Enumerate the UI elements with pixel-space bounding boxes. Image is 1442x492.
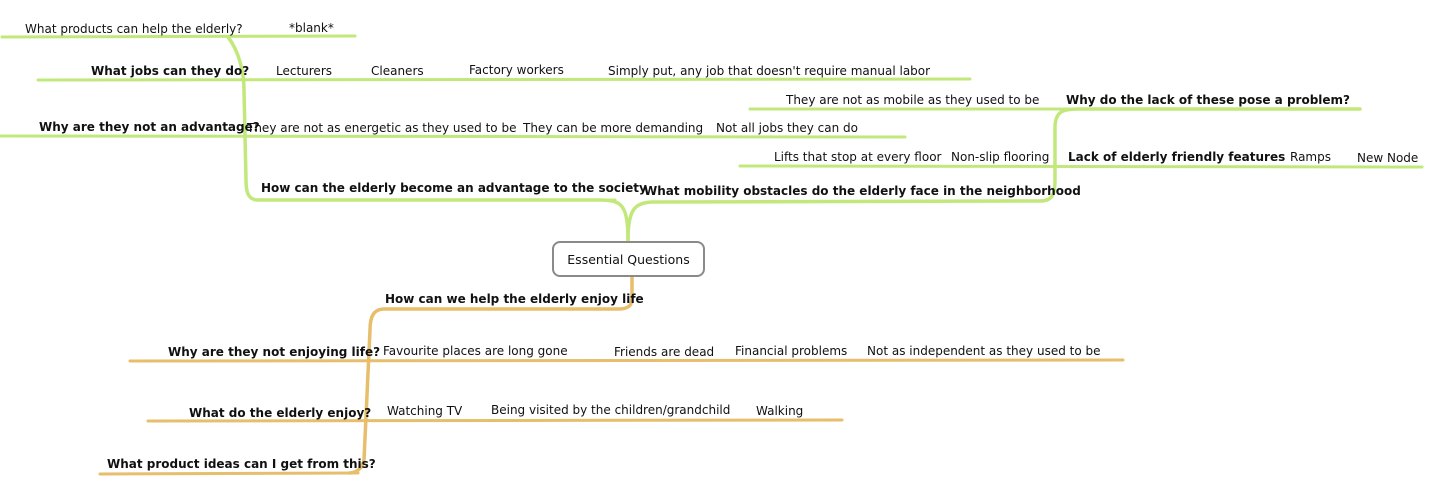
underline-products xyxy=(2,36,355,37)
underline-not-enjoying xyxy=(130,360,1123,361)
node-ramps[interactable]: Ramps xyxy=(1290,150,1331,164)
underline-product-ideas xyxy=(100,473,358,474)
node-help-enjoy[interactable]: How can we help the elderly enjoy life xyxy=(385,292,644,306)
node-not-enjoying[interactable]: Why are they not enjoying life? xyxy=(168,345,381,359)
node-mobility[interactable]: What mobility obstacles do the elderly face in the neighborhood xyxy=(644,184,1081,198)
node-cleaners[interactable]: Cleaners xyxy=(371,64,424,78)
node-nonslip[interactable]: Non-slip flooring xyxy=(951,150,1050,164)
root-node-label: Essential Questions xyxy=(567,251,690,267)
node-financial[interactable]: Financial problems xyxy=(735,344,848,358)
underline-jobs xyxy=(38,79,970,80)
node-energetic[interactable]: They are not as energetic as they used to be xyxy=(247,121,517,135)
node-not-mobile[interactable]: They are not as mobile as they used to be xyxy=(786,93,1040,107)
node-not-advantage[interactable]: Why are they not an advantage? xyxy=(39,120,260,134)
root-node[interactable] xyxy=(552,241,705,277)
node-demanding[interactable]: They can be more demanding xyxy=(523,121,704,135)
node-visited[interactable]: Being visited by the children/grandchild xyxy=(491,403,731,417)
node-blank[interactable]: *blank* xyxy=(289,21,334,35)
node-not-all-jobs[interactable]: Not all jobs they can do xyxy=(716,121,858,135)
node-walking[interactable]: Walking xyxy=(756,404,804,418)
node-lifts[interactable]: Lifts that stop at every floor xyxy=(774,150,942,164)
node-products[interactable]: What products can help the elderly? xyxy=(25,22,243,36)
underline-lack-features xyxy=(740,166,1422,167)
node-factory-workers[interactable]: Factory workers xyxy=(469,63,564,77)
node-new-node[interactable]: New Node xyxy=(1357,151,1419,165)
node-how-advantage[interactable]: How can the elderly become an advantage to the society xyxy=(261,181,647,195)
branch-enjoy-stem xyxy=(350,277,632,473)
node-any-job[interactable]: Simply put, any job that doesn't require manual labor xyxy=(608,64,931,78)
node-jobs[interactable]: What jobs can they do? xyxy=(91,64,250,78)
node-lecturers[interactable]: Lecturers xyxy=(276,64,333,78)
node-friends-dead[interactable]: Friends are dead xyxy=(614,345,715,359)
node-what-enjoy[interactable]: What do the elderly enjoy? xyxy=(189,406,372,420)
node-fav-places[interactable]: Favourite places are long gone xyxy=(383,344,568,358)
node-not-independent[interactable]: Not as independent as they used to be xyxy=(867,344,1101,358)
node-product-ideas[interactable]: What product ideas can I get from this? xyxy=(107,457,376,471)
node-lack-problem[interactable]: Why do the lack of these pose a problem? xyxy=(1066,93,1351,107)
node-watching-tv[interactable]: Watching TV xyxy=(387,404,463,418)
node-lack-features[interactable]: Lack of elderly friendly features xyxy=(1068,150,1286,164)
underline-not-advantage xyxy=(0,136,905,137)
underline-what-enjoy xyxy=(148,420,842,421)
